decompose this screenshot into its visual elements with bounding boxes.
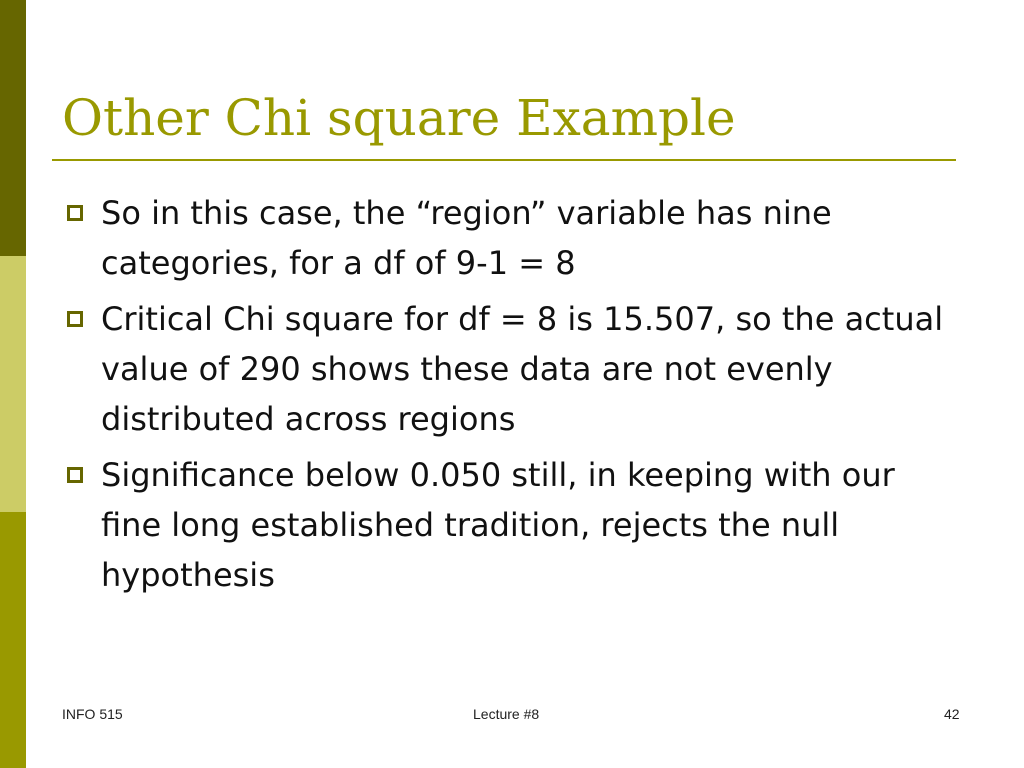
footer-course: INFO 515 xyxy=(62,706,123,722)
square-bullet-icon xyxy=(67,205,83,221)
bullet-list xyxy=(62,188,962,606)
bullet-text-2: Critical Chi square for df = 8 is 15.507, so the actual value of 290 shows these data are not evenly distributed across regions xyxy=(101,300,944,438)
bullet-text-1: So in this case, the “region” variable has nine categories, for a df of 9-1 = 8 xyxy=(101,194,832,282)
bullet-item-3 xyxy=(62,450,962,600)
bullet-item-1 xyxy=(62,188,962,288)
footer-page-number: 42 xyxy=(944,706,960,722)
square-bullet-icon xyxy=(67,311,83,327)
side-bar-middle xyxy=(0,256,26,512)
title-divider xyxy=(52,159,956,161)
footer-lecture: Lecture #8 xyxy=(473,706,540,722)
square-bullet-icon xyxy=(67,467,83,483)
bullet-text-3: Significance below 0.050 still, in keeping with our fine long established tradition, rejects the null hypothesis xyxy=(101,456,895,594)
slide-title: Other Chi square Example xyxy=(62,89,736,147)
side-bar-top xyxy=(0,0,26,256)
side-bar-bottom xyxy=(0,512,26,768)
bullet-item-2 xyxy=(62,294,962,444)
